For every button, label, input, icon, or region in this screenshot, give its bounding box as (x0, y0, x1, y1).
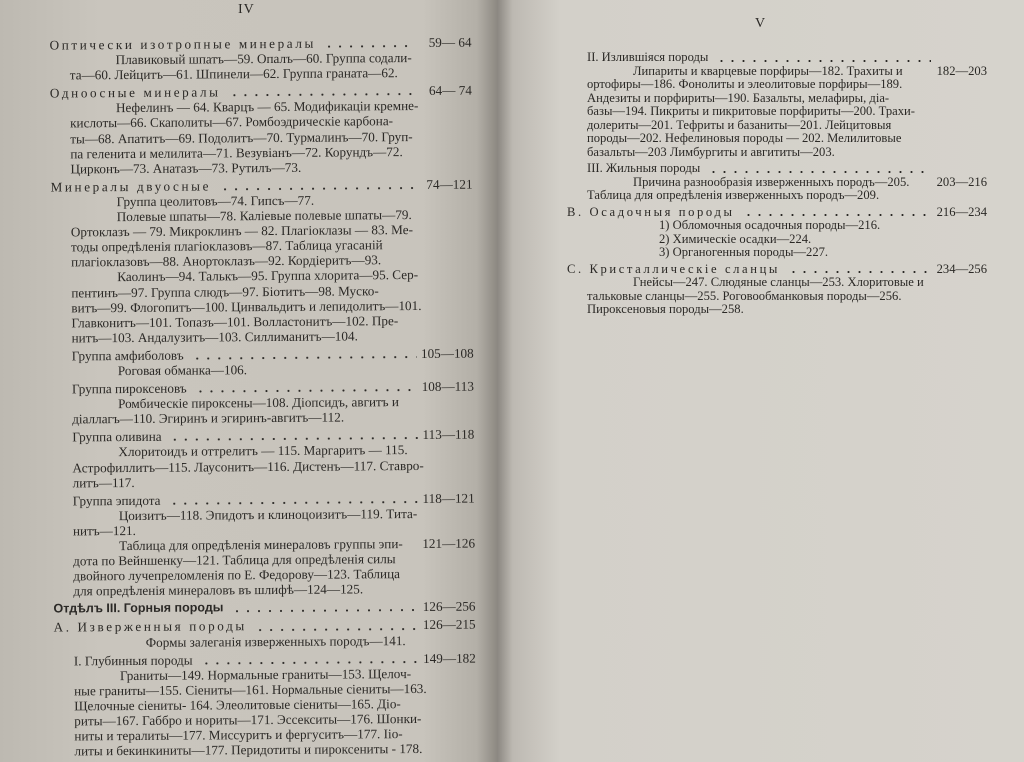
entry-text: 1) Обломочныя осадочныя породы—216. (659, 219, 881, 232)
toc-line (587, 219, 987, 233)
entry-text: ниты и тералиты—177. Миссуритъ и фергуситъ—177. Iiо- (74, 726, 403, 744)
dot-leader (320, 35, 416, 51)
entry-text: та—60. Лейцитъ—61. Шпинели—62. Группа граната—62. (69, 65, 398, 83)
entry-text: базы—194. Пикриты и пикритовые порфириты—200. Трахи- (587, 105, 915, 118)
entry-text: породы—202. Нефелиновыя породы — 202. Мелилитовые (587, 132, 902, 145)
toc-line (70, 50, 472, 68)
entry-text: нитъ—121. (72, 522, 136, 539)
toc-heading (567, 206, 987, 220)
toc-heading (53, 599, 475, 617)
toc-line (587, 105, 987, 119)
entry-text: кислоты—66. Скаполиты—67. Ромбоэдрическiе карбона- (70, 113, 394, 131)
toc-heading (49, 35, 471, 53)
left-page (0, 0, 497, 762)
entry-text: базальты—203 Лимбургиты и авгититы—203. (587, 145, 835, 159)
toc-heading (72, 345, 474, 363)
entry-text: витъ—99. Флогопитъ—100. Цинвальдитъ и лепидолитъ—101. (71, 297, 422, 315)
toc-line (72, 361, 474, 379)
entry-text: А. Изверженныя породы (53, 618, 247, 636)
toc-line (70, 98, 472, 116)
entry-text: нитъ—103. Андалузитъ—103. Силлиманитъ—104. (71, 328, 358, 346)
page-range: 234—256 (936, 262, 987, 276)
right-page (497, 0, 1024, 762)
toc-line (587, 92, 987, 106)
toc-heading (50, 176, 472, 194)
page-range (935, 162, 987, 176)
entry-text: С. Кристаллическiе сланцы (567, 262, 780, 276)
page-range: 126—256 (422, 598, 476, 615)
entry-text: I. Глубинныя породы (73, 652, 193, 669)
page-range: 64— 74 (428, 82, 472, 99)
toc-heading (567, 263, 987, 277)
toc-line (73, 472, 475, 490)
page-range: 203—216 (936, 175, 987, 189)
entry-text: ные граниты—155. Сiениты—161. Нормальные сiениты—163. (74, 680, 427, 699)
entry-text: дота по Вейншенку—121. Таблица для опредѣленiя силы (73, 551, 396, 569)
entry-text: Нефелинъ — 64. Кварцъ — 65. Модификацiи кремне- (115, 98, 419, 116)
page-range: 121—126 (422, 535, 476, 551)
entry-text: Хлоритоидъ и оттрелитъ — 115. Маргаритъ — 115. (118, 442, 408, 460)
toc-line (71, 222, 473, 240)
entry-text: Отдѣлъ III. Горныя породы (53, 600, 224, 616)
entry-text: Гнейсы—247. Слюдяные сланцы—253. Хлоритовые и (633, 276, 924, 289)
toc-line (587, 132, 987, 146)
toc-line (587, 65, 987, 79)
dot-leader (251, 617, 419, 633)
entry-text: риты—167. Габбро и нориты—171. Эссекситы—176. Шонки- (74, 711, 422, 729)
entry-text: Ромбическiе пироксены—108. Дiопсидъ, авгитъ и (118, 394, 400, 412)
toc-line (587, 290, 987, 304)
page-number-right: V (755, 16, 767, 31)
entry-text: Одноосные минералы (49, 84, 221, 101)
toc-line (72, 327, 474, 345)
page-range: 59— 64 (428, 34, 472, 50)
entry-text: литъ—117. (72, 474, 135, 491)
entry-text: Роговая обманка—106. (117, 362, 248, 379)
page-range (935, 51, 987, 65)
entry-text: Цоизитъ—118. Эпидотъ и клиноцоизитъ—119. Тита- (118, 505, 418, 523)
entry-text: па геленита и мелилита—71. Везувiанъ—72. Корундъ—72. (70, 143, 403, 162)
entry-text: Липариты и кварцевые порфиры—182. Трахиты и (633, 64, 903, 78)
entry-text: Астрофиллитъ—115. Лаусонитъ—116. Дистенъ—117. Ставро- (72, 457, 424, 475)
dot-leader (712, 51, 931, 65)
entry-text: для опредѣленiя минераловъ въ шлифѣ—124—125. (73, 581, 364, 599)
entry-text: дiаллагъ—110. Эгиринъ и эгиринъ-авгитъ—112. (72, 409, 345, 427)
entry-text: тоды опредѣленiя плагiоклазовъ—87. Таблица угасанiй (70, 237, 383, 255)
entry-text: Группа эпидота (72, 492, 161, 509)
page-range: 182—203 (936, 64, 987, 78)
table-of-contents-left (49, 32, 476, 759)
toc-line (73, 505, 475, 523)
page-range: 126—215 (422, 617, 476, 633)
entry-text: пентинъ—97. Группа слюдъ—97. Бiотитъ—98. Муско- (71, 282, 379, 300)
entry-text: Ортоклазъ — 79. Микроклинъ — 82. Плагiоклазы — 83. Ме- (70, 222, 413, 240)
toc-line (587, 119, 987, 133)
toc-line (587, 189, 987, 203)
entry-text: Формы залеганiя изверженныхъ породъ—141. (145, 632, 406, 650)
dot-leader (215, 177, 417, 194)
toc-line (71, 297, 473, 315)
entry-text: плагiоклазовъ—88. Анортоклазъ—92. Кордiеритъ—93. (71, 252, 382, 270)
entry-text: Группа оливина (72, 429, 162, 445)
toc-line (70, 65, 472, 83)
entry-text: Причина разнообразiя изверженныхъ породъ—205. (633, 175, 910, 189)
entry-text: Щелочные сiениты- 164. Элеолитовые сiениты—165. Дiо- (74, 696, 401, 714)
page-range: 74—121 (426, 176, 473, 192)
entry-text: Минералы двуосные (50, 178, 212, 195)
entry-text: 3) Органогенныя породы—227. (659, 246, 829, 259)
entry-text: тальковые сланцы—255. Роговообманковыя породы—256. (587, 289, 902, 303)
entry-text: Группа цеолитовъ—74. Гипсъ—77. (116, 192, 315, 210)
entry-text: Таблица для опредѣленiя изверженныхъ породъ—209. (587, 189, 880, 202)
dot-leader (191, 379, 418, 396)
toc-heading (74, 650, 476, 668)
entry-text: Полевые шпаты—78. Калiевые полевые шпаты—79. (116, 207, 412, 225)
toc-line (587, 276, 987, 290)
page-range: 105—108 (420, 345, 474, 361)
toc-line (587, 78, 987, 92)
toc-heading (54, 617, 476, 635)
entry-text: Пироксеновыя породы—258. (587, 303, 744, 316)
toc-heading (587, 51, 987, 65)
toc-heading (587, 162, 987, 176)
entry-text: долериты—201. Тефриты и базаниты—201. Лейцитовыя (587, 118, 892, 132)
toc-line (72, 457, 474, 475)
page-range: 113—118 (422, 426, 475, 443)
dot-leader (704, 162, 931, 176)
toc-line (71, 267, 473, 285)
toc-line (73, 581, 475, 599)
page-number-left: IV (238, 2, 255, 17)
entry-text: Таблица для опредѣленiя минераловъ группы эпи- (118, 536, 403, 554)
toc-line (70, 158, 472, 176)
entry-text: 2) Химическiе осадки—224. (659, 232, 812, 246)
entry-text: III. Жильныя породы (587, 162, 701, 175)
entry-text: Плавиковый шпатъ—59. Опалъ—60. Группа содали- (115, 50, 412, 68)
dot-leader (225, 83, 416, 99)
dot-leader (227, 599, 418, 615)
entry-text: Андезиты и порфириты—190. Базальты, мелафиры, дiа- (587, 91, 890, 105)
dot-leader (188, 346, 417, 363)
toc-heading (72, 379, 474, 397)
entry-text: Цирконъ—73. Анатазъ—73. Рутилъ—73. (70, 159, 302, 177)
entry-text: Каолинъ—94. Талькъ—95. Группа хлорита—95. Сер- (117, 267, 419, 285)
entry-text: В. Осадочныя породы (567, 205, 735, 219)
toc-heading (50, 83, 472, 101)
toc-heading (72, 427, 474, 445)
entry-text: Граниты—149. Нормальные граниты—153. Щелоч- (119, 665, 412, 683)
dot-leader (164, 491, 418, 508)
toc-line (74, 632, 476, 650)
entry-text: ты—68. Апатитъ—69. Подолитъ—70. Турмалинъ—70. Груп- (70, 128, 413, 146)
dot-leader (166, 427, 419, 444)
toc-heading (73, 490, 475, 508)
entry-text: двойного лучепреломленiя по Е. Федорову—123. Таблица (73, 566, 401, 584)
dot-leader (784, 263, 931, 277)
page-range: 108—113 (421, 378, 474, 395)
entry-text: Оптически изотропные минералы (49, 35, 317, 53)
page-range: 118—121 (422, 490, 475, 506)
toc-line (587, 246, 987, 260)
entry-text: II. Излившiяся породы (587, 51, 709, 64)
toc-line (74, 711, 476, 729)
toc-line (74, 741, 476, 759)
entry-text: Главконитъ—101. Топазъ—101. Волластонитъ—102. Пре- (71, 312, 399, 331)
toc-line (587, 176, 987, 190)
toc-line (72, 409, 474, 427)
toc-line (587, 233, 987, 247)
dot-leader (197, 651, 420, 668)
toc-line (70, 128, 472, 146)
toc-line (74, 680, 476, 698)
dot-leader (739, 206, 931, 220)
entry-text: ортофиры—186. Фонолиты и элеолитовые порфиры—189. (587, 78, 903, 91)
page-range: 216—234 (936, 205, 987, 219)
toc-line (587, 146, 987, 160)
entry-text: Группа амфиболовъ (71, 347, 184, 364)
toc-line (587, 303, 987, 317)
table-of-contents-right (567, 48, 987, 317)
entry-text: Группа пироксеновъ (71, 380, 187, 397)
entry-text: литы и бекинкиниты—177. Перидотиты и пироксениты - 178. (74, 741, 423, 759)
page-range: 149—182 (423, 650, 476, 666)
